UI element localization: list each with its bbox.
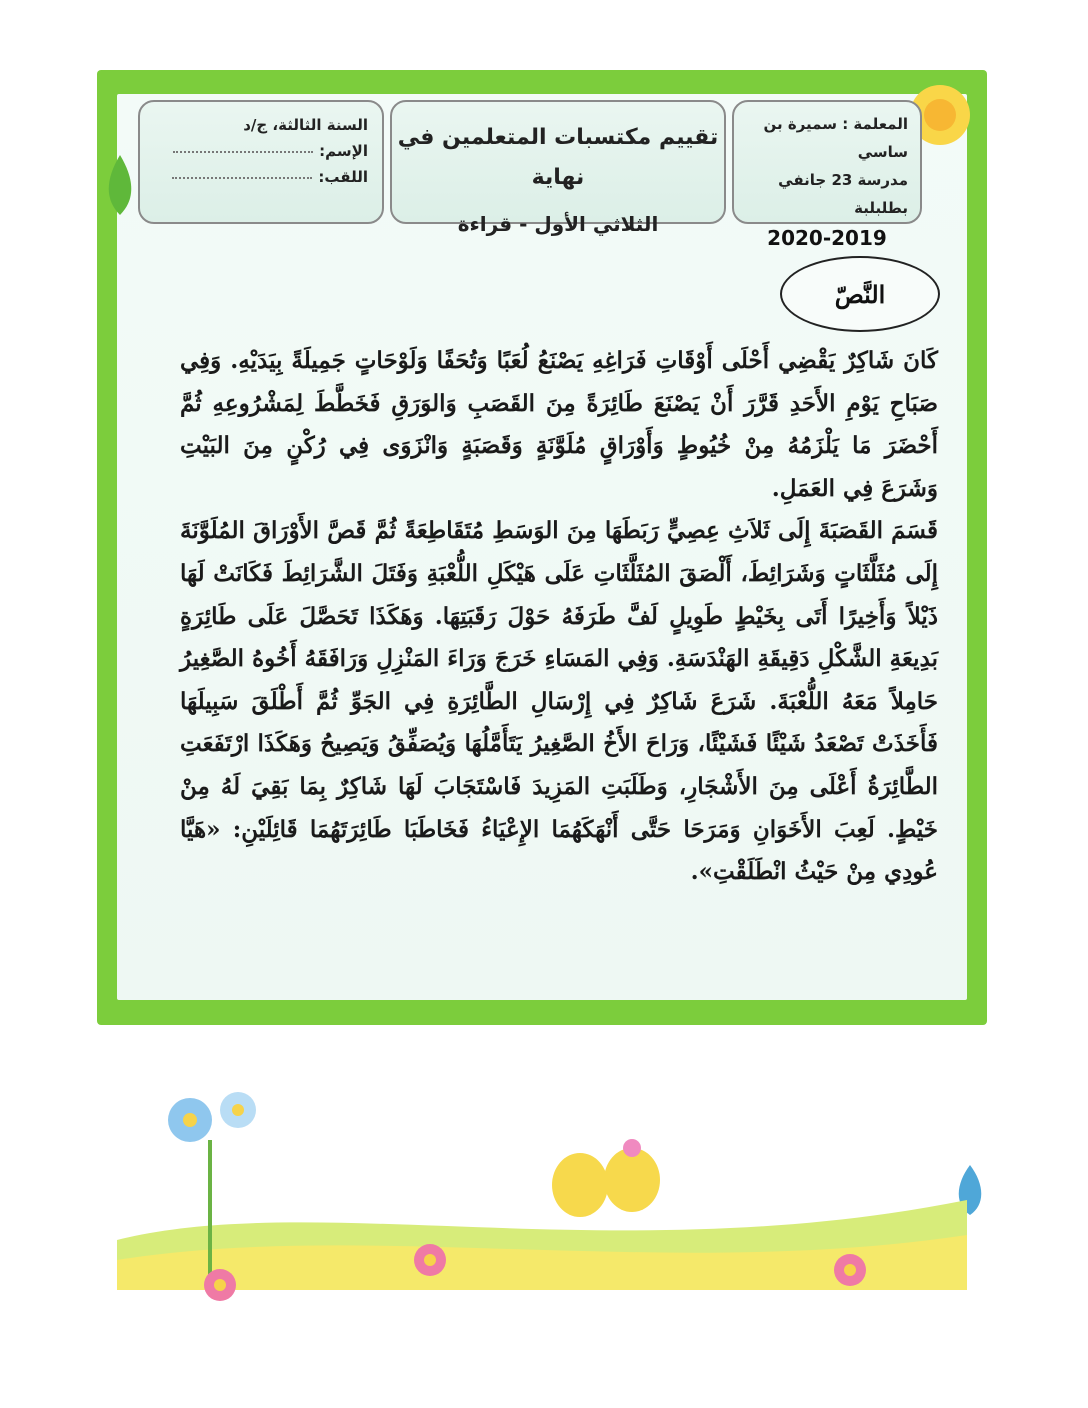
- exam-title-line2: الثلاثي الأول - قراءة: [457, 212, 659, 236]
- pink-flower-icon-2: [410, 1240, 450, 1280]
- pink-flower-icon-3: [830, 1250, 870, 1290]
- paragraph-1: كَانَ شَاكِرٌ يَقْضِي أَحْلَى أَوْقَاتِ فَرَاغِهِ يَصْنَعُ لُعَبًا وَتُحَفًا وَلَوْحَاتٍ جَمِيلَةً بِيَدَيْهِ. وَفِي صَبَاحِ يَوْمِ الأَحَدِ قَرَّرَ أَنْ يَصْنَعَ طَائِرَةً مِنَ القَصَبِ وَالوَرَقِ فَخَطَّطَ لِمَشْرُوعِهِ ثُمَّ أَحْضَرَ مَا يَلْزَمُهُ مِنْ خُيُوطٍ وَأَوْرَاقٍ مُلَوَّنَةٍ وَقَصَبَةٍ وَانْزَوَى فِي رُكْنٍ مِنَ البَيْتِ وَشَرَعَ فِي العَمَلِ.: [180, 347, 938, 502]
- section-label-oval: [780, 256, 940, 332]
- reading-text: [180, 340, 938, 894]
- name-label: الإسم:: [319, 142, 368, 160]
- surname-label: اللقب:: [318, 168, 368, 186]
- paragraph-2: قَسَمَ القَصَبَةَ إِلَى ثَلاَثِ عِصِيٍّ رَبَطَهَا مِنَ الوَسَطِ مُتَقَاطِعَةً ثُمَّ قَصَّ الأَوْرَاقَ المُلَوَّنَةَ إِلَى مُثَلَّثَاتٍ وَشَرَائِطَ، أَلْصَقَ المُثَلَّثَاتِ عَلَى هَيْكَلِ اللُّعْبَةِ وَفَتَلَ الشَّرَائِطَ فَكَانَتْ لَهَا ذَيْلاً وَأَخِيرًا أَتَى بِخَيْطٍ طَوِيلٍ لَفَّ طَرَفَهُ حَوْلَ رَقَبَتِهَا. وَهَكَذَا تَحَصَّلَ عَلَى طَائِرَةٍ بَدِيعَةِ الشَّكْلِ دَقِيقَةِ الهَنْدَسَةِ. وَفِي المَسَاءِ خَرَجَ وَرَاءَ المَنْزِلِ وَرَافَقَهُ أَخُوهُ الصَّغِيرُ حَامِلاً مَعَهُ اللُّعْبَةَ. شَرَعَ شَاكِرٌ فِي إِرْسَالِ الطَّائِرَةِ فِي الجَوِّ ثُمَّ أَطْلَقَ سَبِيلَهَا فَأَخَذَتْ تَصْعَدُ شَيْئًا فَشَيْئًا، وَرَاحَ الأَخُ الصَّغِيرُ يَتَأَمَّلُهَا وَيُصَفِّقُ وَيَصِيحُ وَهَكَذَا ارْتَفَعَتِ الطَّائِرَةُ أَعْلَى مِنَ الأَشْجَارِ، وَطَلَبَتِ المَزِيدَ فَاسْتَجَابَ لَهَا شَاكِرٌ بِمَا بَقِيَ لَهُ مِنْ خَيْطٍ. لَعِبَ الأَخَوَانِ وَمَرَحَا حَتَّى أَنْهَكَهُمَا الإِعْيَاءُ فَخَاطَبَا طَائِرَتَهُمَا قَائِلَيْنِ: «هَيَّا عُودِي مِنْ حَيْثُ انْطَلَقْتِ».: [180, 517, 938, 886]
- surname-field[interactable]: [172, 177, 312, 179]
- school-name: مدرسة 23 جانفي بطلبلبة: [778, 171, 908, 217]
- exam-title-box: [390, 100, 726, 236]
- name-field[interactable]: [173, 151, 313, 153]
- name-row: [154, 138, 368, 164]
- teacher-info-box: [732, 100, 922, 250]
- section-label: النَّصّ: [834, 279, 886, 309]
- teacher-name: المعلمة : سميرة بن ساسي: [763, 115, 908, 161]
- flower-bouquet-icon: [150, 1080, 270, 1280]
- surname-row: [154, 164, 368, 190]
- school-year: 2020-2019: [767, 226, 887, 250]
- leaf-icon: [100, 150, 140, 220]
- grade-label: السنة الثالثة، ج/د: [243, 116, 368, 134]
- pink-flower-icon: [200, 1265, 240, 1305]
- student-info-box: [138, 100, 384, 224]
- exam-title-line1: تقييم مكتسبات المتعلمين في نهاية: [397, 125, 719, 190]
- bees-icon: [540, 1130, 670, 1230]
